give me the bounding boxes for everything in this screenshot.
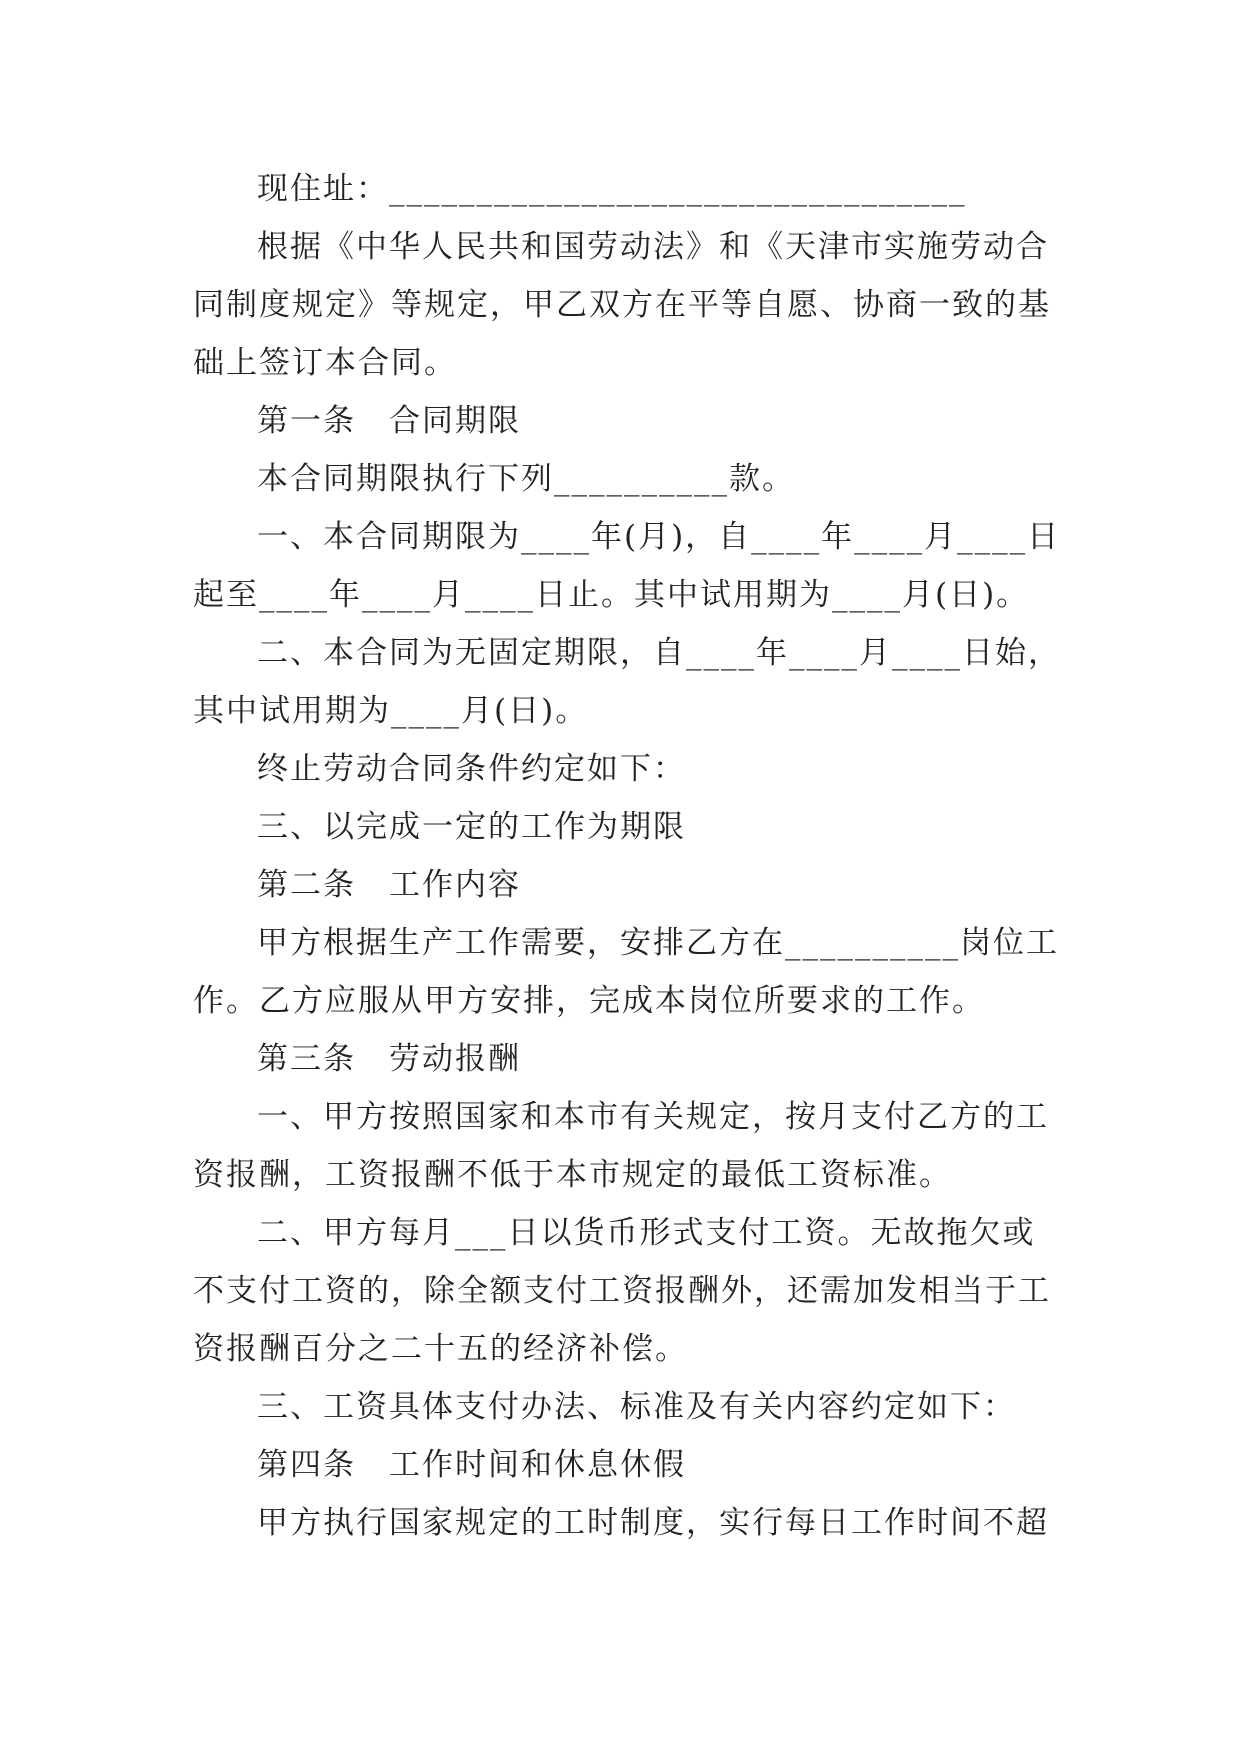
text-line: 一、甲方按照国家和本市有关规定，按月支付乙方的工 [257,1099,1049,1135]
document-body [193,160,1073,1552]
text-line: 二、甲方每月___日以货币形式支付工资。无故拖欠或 [257,1215,1036,1251]
text-line: 同制度规定》等规定，甲乙双方在平等自愿、协商一致的基 [193,287,1051,323]
article-heading: 第三条 劳动报酬 [257,1041,521,1077]
text-line: 础上签订本合同。 [193,345,457,381]
text-line: 起至____年____月____日止。其中试用期为____月(日)。 [193,577,1030,613]
article-heading: 第一条 合同期限 [257,403,521,439]
text-line: 根据《中华人民共和国劳动法》和《天津市实施劳动合 [257,229,1049,265]
text-line: 终止劳动合同条件约定如下： [257,751,686,787]
text-line: 作。乙方应服从甲方安排，完成本岗位所要求的工作。 [193,983,985,1019]
article-heading: 第二条 工作内容 [257,867,521,903]
text-line-address: 现住址：_________________________________ [257,171,967,207]
text-line: 其中试用期为____月(日)。 [193,693,589,729]
text-line: 资报酬百分之二十五的经济补偿。 [193,1331,688,1367]
text-line: 甲方根据生产工作需要，安排乙方在__________岗位工 [257,925,1059,961]
text-line: 一、本合同期限为____年(月)，自____年____月____日 [257,519,1061,555]
text-line: 资报酬，工资报酬不低于本市规定的最低工资标准。 [193,1157,952,1193]
text-line: 三、以完成一定的工作为期限 [257,809,686,845]
text-line: 不支付工资的，除全额支付工资报酬外，还需加发相当于工 [193,1273,1051,1309]
text-line: 二、本合同为无固定期限，自____年____月____日始， [257,635,1061,671]
text-line: 甲方执行国家规定的工时制度，实行每日工作时间不超 [257,1505,1049,1541]
text-line: 本合同期限执行下列__________款。 [257,461,795,497]
article-heading: 第四条 工作时间和休息休假 [257,1447,686,1483]
text-line: 三、工资具体支付办法、标准及有关内容约定如下： [257,1389,1016,1425]
